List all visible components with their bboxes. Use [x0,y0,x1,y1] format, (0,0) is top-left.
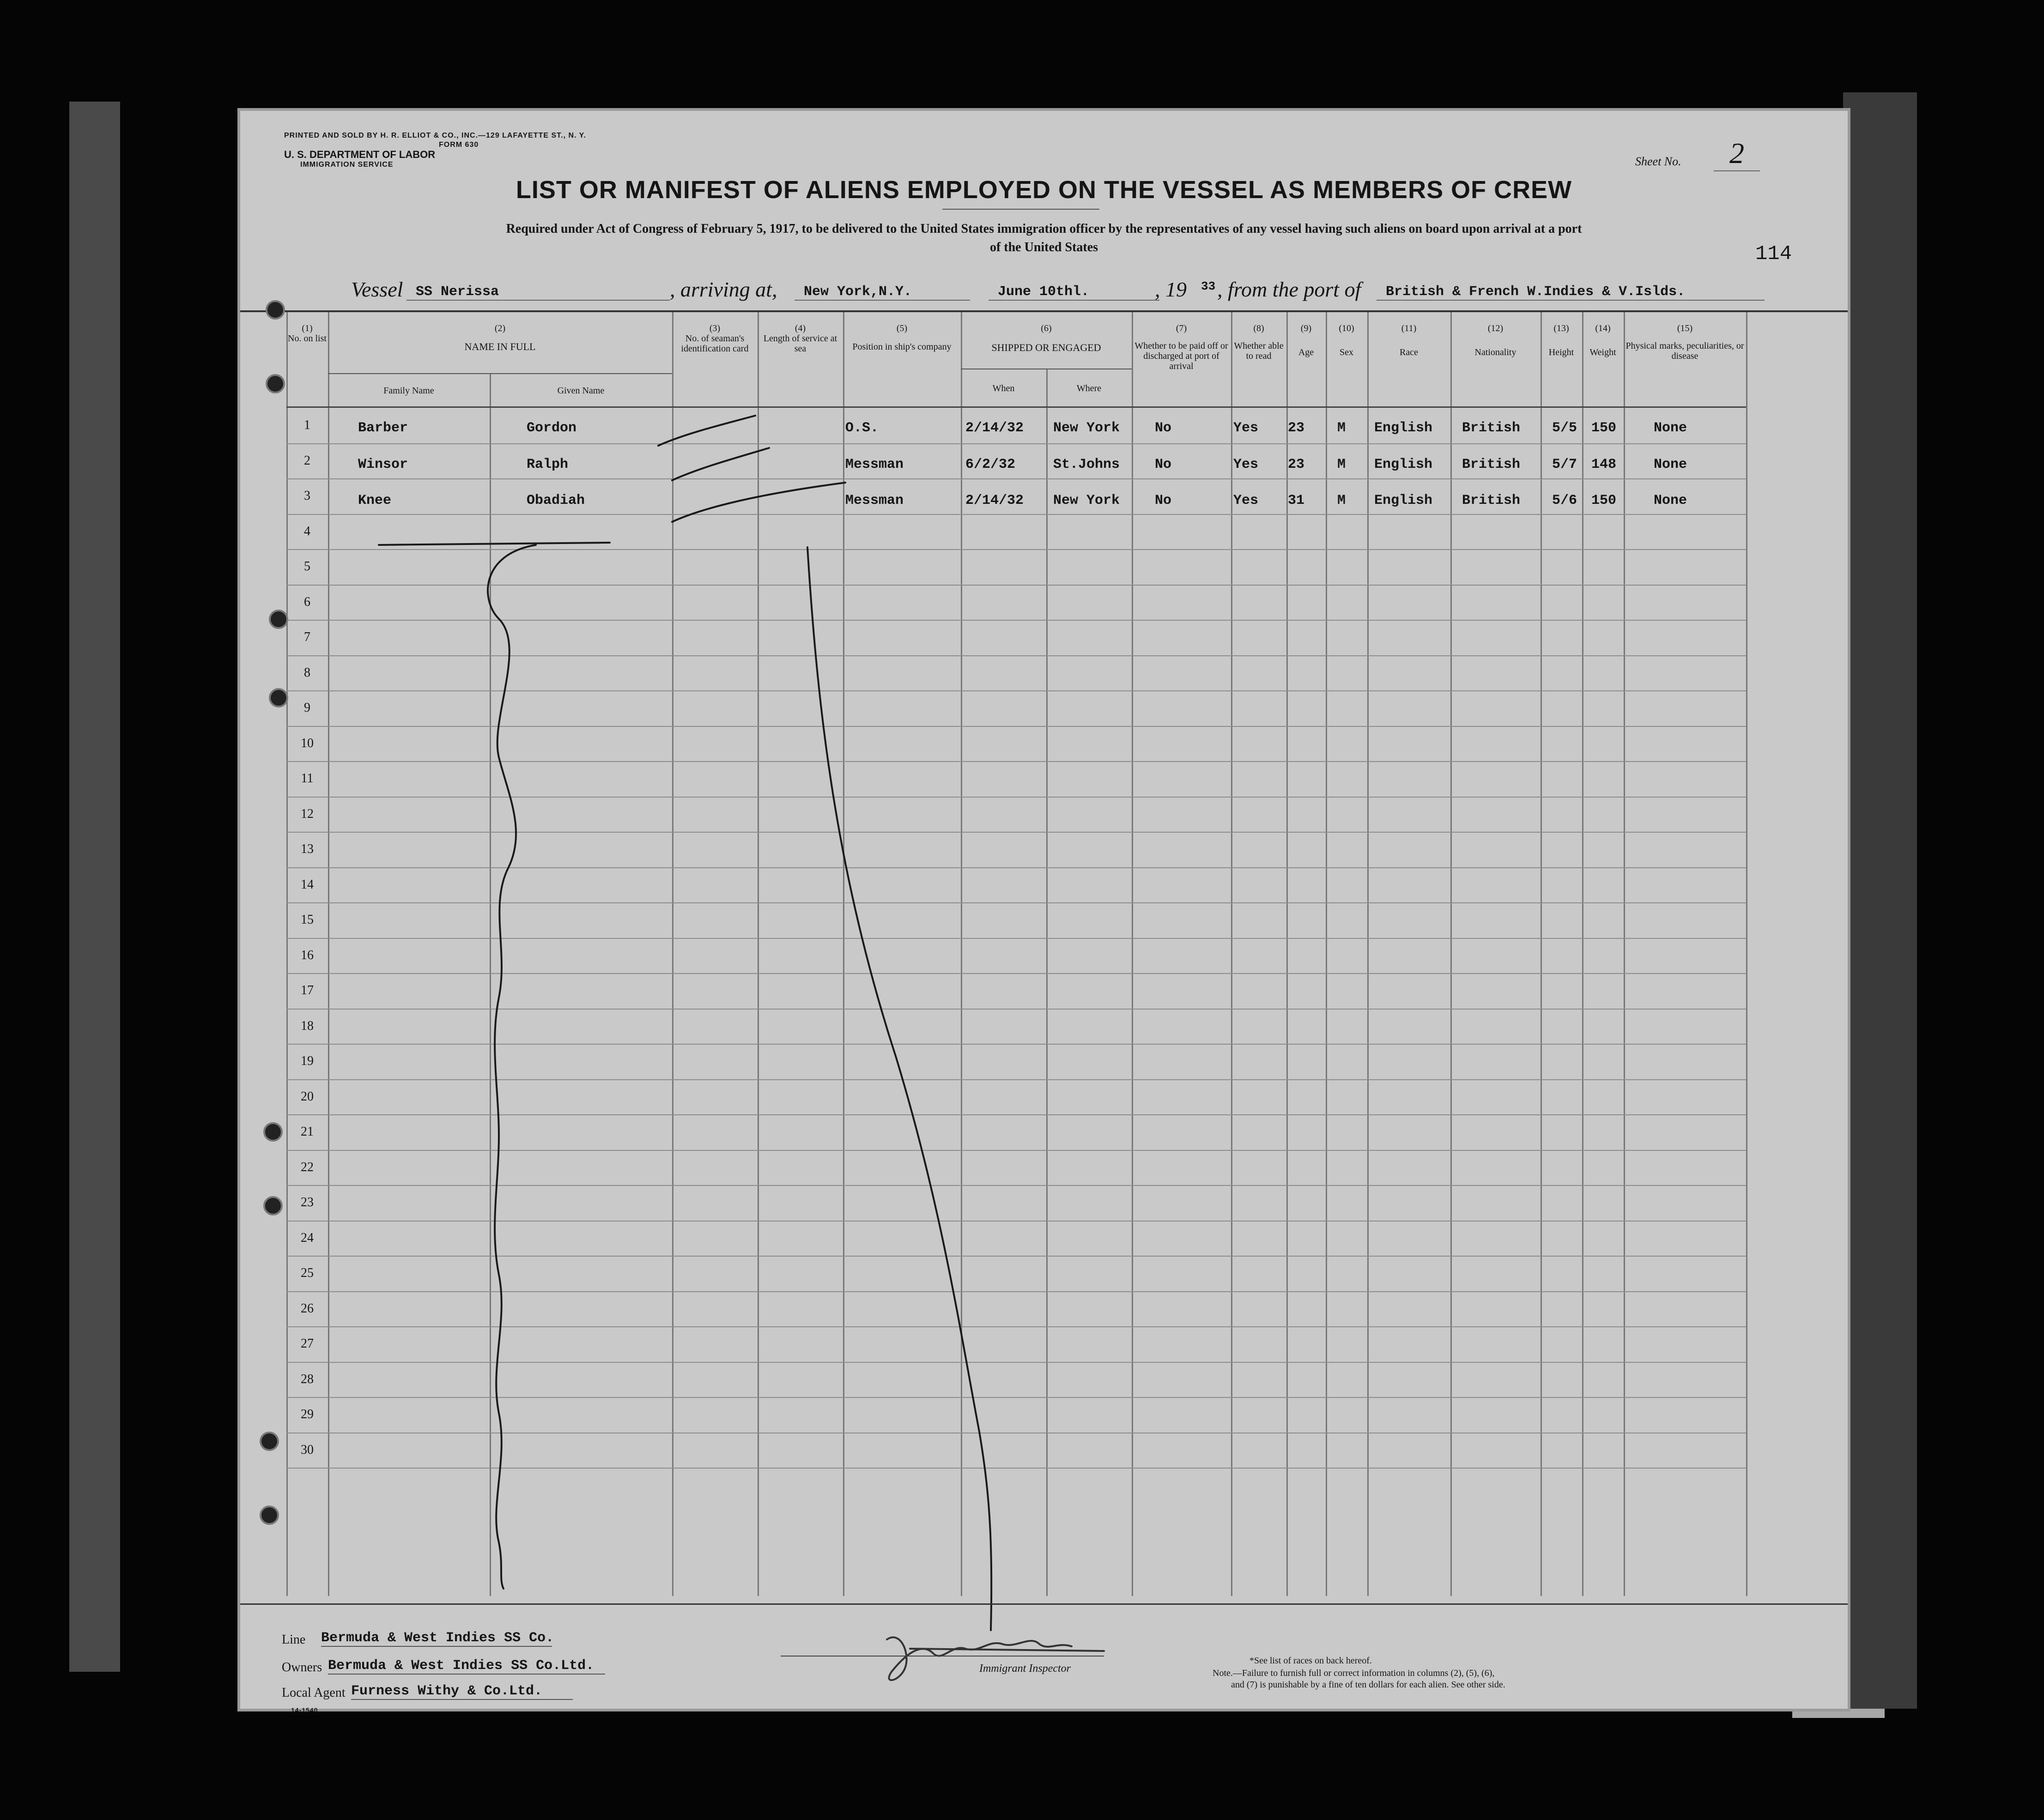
crew-position: O.S. [845,420,879,436]
crew-where: New York [1053,493,1120,508]
id-card-stroke-2 [672,448,769,480]
wavy-cancel-line [488,545,536,1589]
crew-read: Yes [1233,493,1259,508]
row-number: 28 [301,1372,314,1386]
col11-header: (11) Race [1400,323,1418,357]
row-number: 5 [304,559,310,574]
col9-header: (9) Age [1298,323,1314,357]
races-note: *See list of races on back hereof. [1249,1656,1372,1666]
sheet-number: 2 [1714,136,1760,171]
row-number: 3 [304,489,310,503]
line-label: Line [282,1633,306,1647]
row-number: 27 [301,1336,314,1351]
row-number: 26 [301,1301,314,1316]
crew-family: Barber [358,420,408,436]
form-code: 14-1540 [291,1706,318,1714]
printer-line: PRINTED AND SOLD BY H. R. ELLIOT & CO., INC.—129 LAFAYETTE ST., N. Y. [284,132,586,139]
inspector-signature-line [781,1656,1104,1657]
row-number: 19 [301,1054,314,1068]
manifest-page [240,111,1848,1714]
crew-race: English [1374,456,1433,472]
crew-where: New York [1053,420,1120,436]
col7-header: (7) Whether to be paid off or discharged at port of arrival [1134,323,1228,371]
row-number: 21 [301,1125,314,1139]
crew-family: Winsor [358,456,408,472]
crew-nationality: British [1462,420,1521,436]
crew-height: 5/5 [1552,420,1577,436]
page-title: LIST OR MANIFEST OF ALIENS EMPLOYED ON THE VESSEL AS MEMBERS OF CREW [516,176,1572,204]
crew-read: Yes [1233,420,1259,436]
agent-value: Furness Withy & Co.Ltd. [351,1683,573,1700]
punch-hole [263,1196,283,1215]
cancel-strokes [240,111,1848,1709]
owners-value: Bermuda & West Indies SS Co.Ltd. [328,1658,605,1675]
row-number: 6 [304,594,310,609]
row-number: 9 [304,701,310,715]
crew-height: 5/6 [1552,493,1577,508]
crew-given: Ralph [527,456,569,472]
row-number: 25 [301,1266,314,1280]
punch-hole [260,1432,279,1451]
crew-position: Messman [845,493,904,508]
form-number: FORM 630 [439,141,479,149]
family-name-header: Family Name [383,386,434,396]
crew-sex: M [1337,493,1346,508]
crew-nationality: British [1462,493,1521,508]
crew-read: Yes [1233,456,1259,472]
crew-where: St.Johns [1053,456,1120,472]
arrival-port: New York,N.Y. [795,284,970,301]
row-number: 1 [304,418,310,432]
crew-nationality: British [1462,456,1521,472]
crew-given: Gordon [527,420,577,436]
row-number: 13 [301,842,314,856]
col15-header: (15) Physical marks, peculiarities, or disease [1625,323,1744,361]
row-number: 8 [304,665,310,680]
binder-right-edge [1843,92,1917,1709]
crew-weight: 150 [1591,420,1617,436]
sheet-label: Sheet No. [1635,155,1681,168]
row-number: 15 [301,913,314,927]
where-header: Where [1076,383,1102,393]
col12-header: (12) Nationality [1474,323,1516,357]
crew-age: 23 [1288,456,1305,472]
crew-marks: None [1654,493,1687,508]
punch-hole [263,1122,283,1142]
punch-hole [269,688,288,707]
binder-left-edge [69,102,120,1672]
col8-header: (8) Whether able to read [1234,323,1284,361]
from-label: , from the port of [1217,278,1361,301]
crew-paid-off: No [1155,493,1172,508]
crew-when: 6/2/32 [965,456,1016,472]
crew-sex: M [1337,420,1346,436]
failure-note: Note.—Failure to furnish full or correct information in columns (2), (5), (6), [1213,1668,1495,1678]
row-number: 2 [304,453,310,468]
col10-header: (10) Sex [1339,323,1354,357]
footer-rule [240,1603,1848,1605]
when-header: When [992,383,1015,393]
inspector-label: Immigrant Inspector [979,1663,1071,1675]
id-card-stroke-3 [672,483,845,522]
owners-label: Owners [282,1660,322,1675]
crew-race: English [1374,420,1433,436]
row-number: 20 [301,1089,314,1104]
crew-age: 31 [1288,493,1305,508]
departure-port: British & French W.Indies & V.Islds. [1377,284,1765,301]
underline-stroke [379,543,610,545]
row-number: 18 [301,1018,314,1033]
crew-age: 23 [1288,420,1305,436]
crew-given: Obadiah [527,493,585,508]
col14-header: (14) Weight [1589,323,1616,357]
subtitle: Required under Act of Congress of February 5, 1917, to be delivered to the United States immigration officer by the representatives of any vessel having such aliens on board upon arrival at a port [506,222,1582,236]
col2-header: (2) NAME IN FULL [464,323,536,352]
col5-header: (5) Position in ship's company [852,323,952,352]
col3-header: (3) No. of seaman's identification card [681,323,749,354]
col4-header: (4) Length of service at sea [763,323,837,354]
diagonal-cancel-line [807,547,991,1630]
row-number: 4 [304,524,310,538]
subtitle-continued: of the United States [989,240,1098,254]
service-label: IMMIGRATION SERVICE [300,161,394,169]
given-name-header: Given Name [557,386,605,396]
year-suffix: 33 [1201,279,1216,293]
row-number: 12 [301,806,314,821]
crew-marks: None [1654,456,1687,472]
department-label: U. S. DEPARTMENT OF LABOR [284,149,436,160]
crew-race: English [1374,493,1433,508]
row-number: 30 [301,1442,314,1457]
crew-position: Messman [845,456,904,472]
line-value: Bermuda & West Indies SS Co. [321,1630,554,1646]
crew-when: 2/14/32 [965,420,1024,436]
crew-family: Knee [358,493,392,508]
row-number: 29 [301,1407,314,1421]
row-number: 16 [301,948,314,962]
row-number: 22 [301,1160,314,1174]
agent-label: Local Agent [282,1686,346,1700]
page-number: 114 [1755,242,1792,266]
crew-when: 2/14/32 [965,493,1024,508]
crew-paid-off: No [1155,456,1172,472]
row-number: 24 [301,1230,314,1245]
year-prefix: , 19 [1155,278,1187,301]
arriving-label: , arriving at, [670,278,777,301]
col1-header: (1) No. on list [288,323,327,344]
punch-hole [260,1506,279,1525]
col6-header: (6) SHIPPED OR ENGAGED [991,323,1101,353]
crew-paid-off: No [1155,420,1172,436]
punch-hole [266,300,285,320]
id-card-stroke-1 [658,416,755,446]
arrival-date: June 10thl. [989,284,1159,301]
vessel-label: Vessel [351,278,403,301]
row-number: 17 [301,983,314,998]
row-number: 11 [301,771,314,786]
row-number: 10 [301,736,314,750]
punch-hole [266,374,285,393]
col13-header: (13) Height [1548,323,1574,357]
row-number: 23 [301,1195,314,1209]
crew-weight: 148 [1591,456,1617,472]
crew-height: 5/7 [1552,456,1577,472]
crew-weight: 150 [1591,493,1617,508]
row-number: 7 [304,630,310,644]
crew-marks: None [1654,420,1687,436]
crew-sex: M [1337,456,1346,472]
inspector-signature [771,1616,1113,1690]
row-number: 14 [301,877,314,892]
punch-hole [269,610,288,629]
fine-note: and (7) is punishable by a fine of ten dollars for each alien. See other side. [1231,1680,1505,1690]
vessel-name: SS Nerissa [406,284,670,301]
